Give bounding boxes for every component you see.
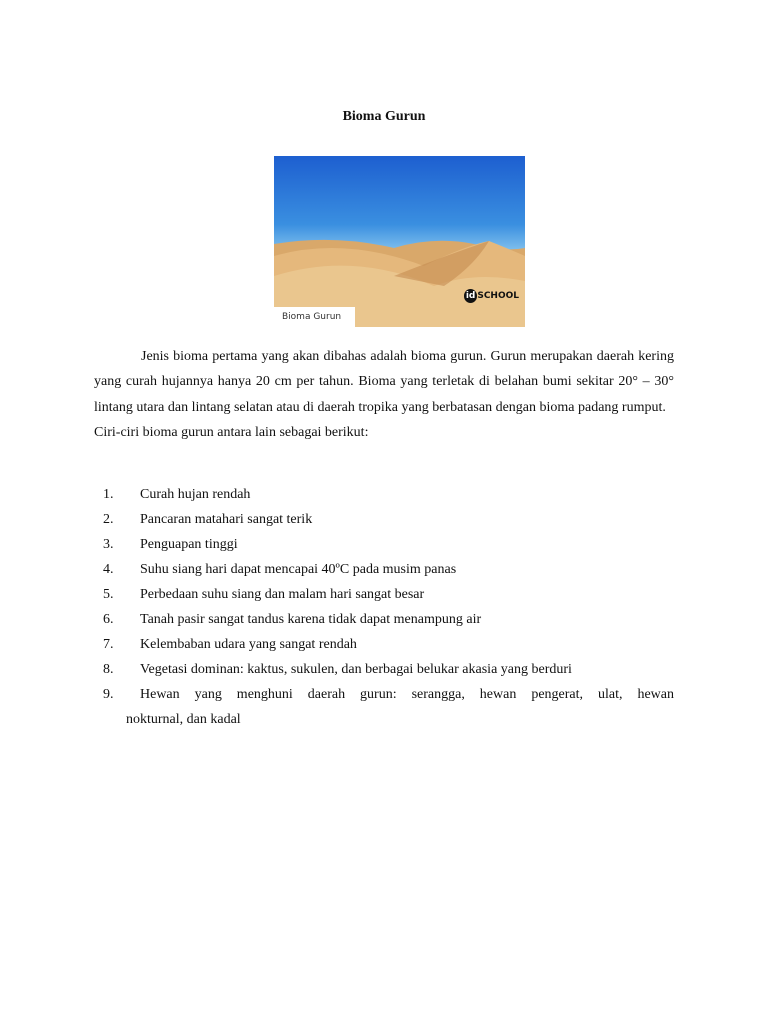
body-text	[94, 344, 674, 445]
image-caption: Bioma Gurun	[274, 307, 355, 327]
page-title: Bioma Gurun	[342, 109, 426, 124]
intro-paragraph: Jenis bioma pertama yang akan dibahas adalah bioma gurun. Gurun merupakan daerah kering yang curah hujannya hanya 20 cm per tahun. Bioma yang terletak di belahan bumi sekitar 20° – 30° lintang utara dan lintang selatan atau di daerah tropika yang berbatasan dengan bioma padang rumput.	[94, 349, 674, 415]
list-item: 6. Tanah pasir sangat tandus karena tidak dapat menampung air	[103, 612, 482, 627]
desert-image	[274, 156, 525, 327]
list-item: 7. Kelembaban udara yang sangat rendah	[103, 637, 357, 652]
idschool-logo: id SCHOOL	[465, 291, 519, 301]
list-intro: Ciri-ciri bioma gurun antara lain sebagai berikut:	[94, 424, 369, 440]
list-item: 1. Curah hujan rendah	[103, 487, 251, 502]
list-item: 9. Hewan yang menghuni daerah gurun: serangga, hewan pengerat, ulat, hewan nokturnal, dan kadal	[103, 687, 674, 727]
list-item: 3. Penguapan tinggi	[103, 537, 238, 552]
list-item: 2. Pancaran matahari sangat terik	[103, 512, 313, 527]
list-item: 8. Vegetasi dominan: kaktus, sukulen, dan berbagai belukar akasia yang berduri	[103, 662, 572, 677]
list-item: 5. Perbedaan suhu siang dan malam hari sangat besar	[103, 587, 425, 602]
characteristics-list	[94, 482, 674, 732]
list-item: 4. Suhu siang hari dapat mencapai 40ºC pada musim panas	[103, 562, 457, 577]
